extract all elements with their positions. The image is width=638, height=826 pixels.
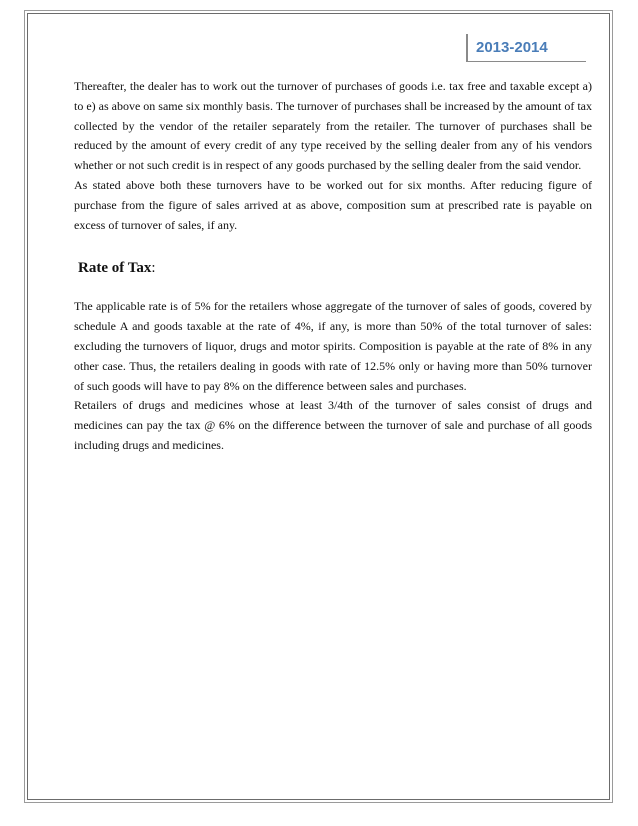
header-year: 2013-2014 <box>466 34 586 62</box>
paragraph-applicable-rate: The applicable rate is of 5% for the retailers whose aggregate of the turnover of sales of goods, covered by schedule A and goods taxable at the rate of 4%, if any, is more than 50% of the total turnover of sales: excluding the turnovers of liquor, drugs and motor spirits. Composition is payable at the rate of 8% in any other case. Thus, the retailers dealing in goods with rate of 12.5% only or having more than 50% turnover of such goods will have to pay 8% on the difference between sales and purchases. <box>74 299 592 393</box>
paragraph-six-months: As stated above both these turnovers have to be worked out for six months. After reducing figure of purchase from the figure of sales arrived at as above, composition sum at prescribed rate is payable on excess of turnover of sales, if any. <box>74 177 592 232</box>
section-heading-text: Rate of Tax <box>78 260 152 277</box>
paragraph-drugs-medicines: Retailers of drugs and medicines whose at least 3/4th of the turnover of sales consist of drugs and medicines can pay the tax @ 6% on the difference between the turnover of sale and purchase of all goods including drugs and medicines. <box>74 398 592 452</box>
document-body <box>74 77 592 456</box>
paragraph-purchases-turnover: Thereafter, the dealer has to work out the turnover of purchases of goods i.e. tax free and taxable except a) to e) as above on same six monthly basis. The turnover of purchases shall be increased by the amount of tax collected by the vendor of the retailer separately from the retailer. The turnover of purchases shall be reduced by the amount of every credit of any type received by the selling dealer from any of his vendors whether or not such credit is in respect of any goods purchased by the selling dealer from the said vendor. <box>74 79 592 173</box>
section-heading-colon: : <box>151 260 156 277</box>
section-heading <box>78 258 592 278</box>
